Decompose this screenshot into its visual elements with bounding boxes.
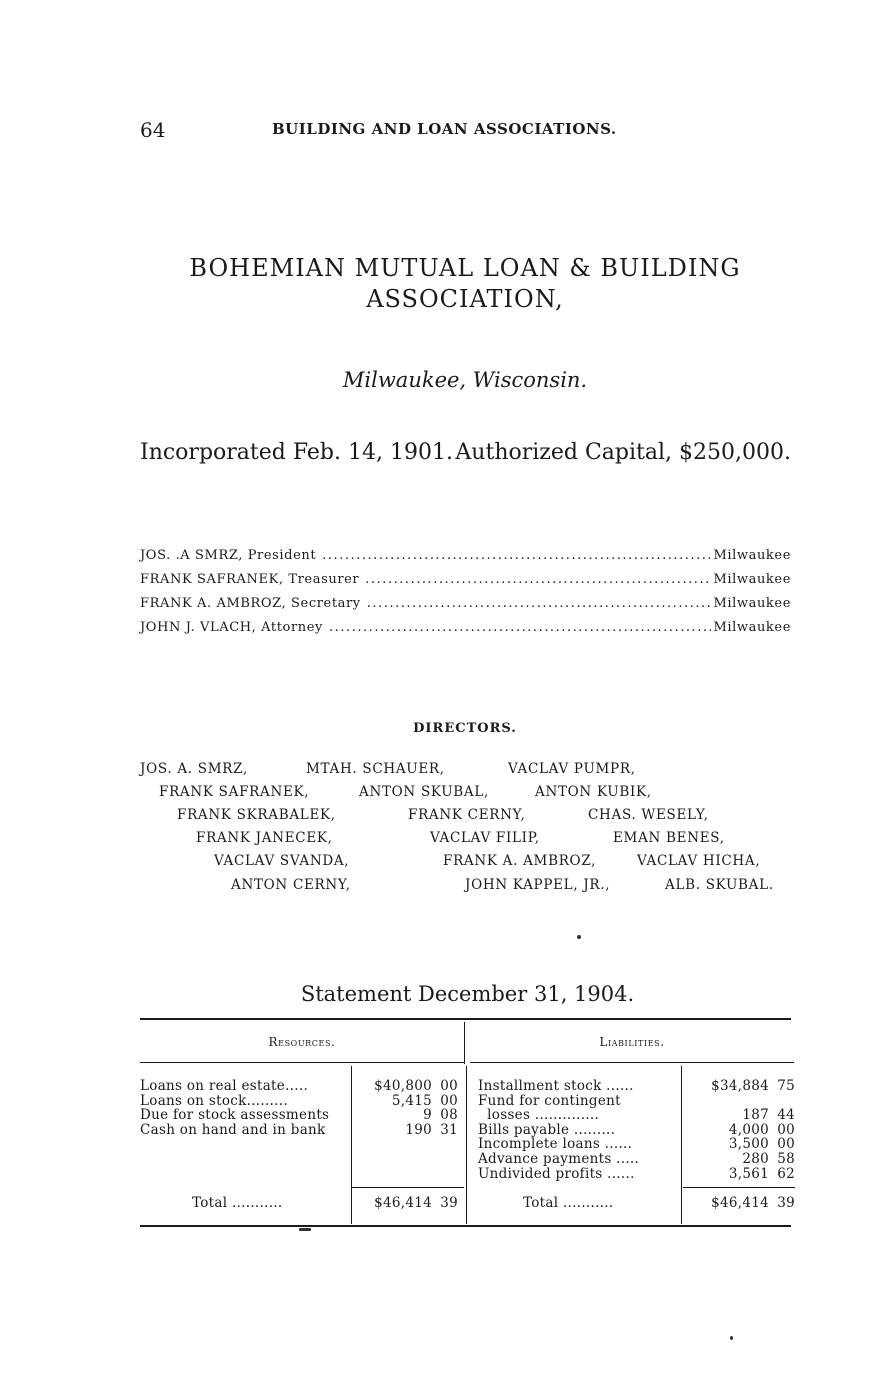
director-name: VACLAV FILIP, xyxy=(430,830,540,846)
resources-total-rule xyxy=(352,1187,464,1188)
association-name-line2: ASSOCIATION, xyxy=(366,285,564,313)
amount-dollars: 3,561 xyxy=(728,1165,769,1182)
director-name: FRANK SAFRANEK, xyxy=(159,784,310,800)
amount-cents: 00 xyxy=(440,1078,458,1094)
director-name: ANTON KUBIK, xyxy=(535,784,652,800)
officer-row xyxy=(140,572,791,596)
page-number: 64 xyxy=(140,118,166,142)
liabilities-total-label: Total ........... xyxy=(523,1195,614,1211)
liability-label: Advance payments ..... xyxy=(478,1151,640,1167)
liability-amount xyxy=(683,1079,795,1094)
liability-amount xyxy=(683,1167,795,1182)
liability-label: Undivided profits ...... xyxy=(478,1165,635,1182)
association-location: Milwaukee, Wisconsin. xyxy=(342,368,588,392)
resources-heading: Resources. xyxy=(268,1035,336,1049)
directors-heading: DIRECTORS. xyxy=(413,721,517,736)
amount-dollars: $40,800 xyxy=(374,1078,432,1094)
officer-city: Milwaukee xyxy=(713,548,791,563)
liabilities-header-rule xyxy=(470,1062,794,1063)
director-name: ANTON SKUBAL, xyxy=(359,784,489,800)
liability-label: Incomplete loans ...... xyxy=(478,1136,633,1153)
amount-cents: 75 xyxy=(777,1078,795,1094)
resource-label: Loans on stock......... xyxy=(140,1092,288,1109)
amount-dollars: 4,000 xyxy=(728,1121,769,1138)
director-name: JOHN KAPPEL, JR., xyxy=(465,877,611,893)
amount-cents: 62 xyxy=(777,1165,795,1182)
amount-dollars: 5,415 xyxy=(391,1092,432,1109)
liability-amount xyxy=(683,1123,795,1138)
leader-dots xyxy=(322,548,711,563)
officer-name: JOHN J. VLACH, Attorney xyxy=(140,620,323,635)
amount-dollars: 187 xyxy=(742,1107,769,1124)
resource-label: Due for stock assessments xyxy=(140,1107,330,1124)
authorized-capital: Authorized Capital, $250,000. xyxy=(455,440,791,465)
amount-cents: 00 xyxy=(777,1136,795,1153)
resource-label: Loans on real estate..... xyxy=(140,1078,309,1094)
table-bottom-rule xyxy=(140,1225,791,1227)
amount-cents: 08 xyxy=(440,1107,458,1124)
director-name: FRANK SKRABALEK, xyxy=(177,807,336,823)
officer-city: Milwaukee xyxy=(713,572,791,587)
liability-amount xyxy=(683,1108,795,1123)
resource-amount xyxy=(352,1108,458,1123)
liabilities-amount-divider xyxy=(681,1066,682,1224)
officer-city: Milwaukee xyxy=(713,620,791,635)
officer-row xyxy=(140,596,791,620)
director-name: VACLAV HICHA, xyxy=(637,853,761,869)
resource-amount xyxy=(352,1123,458,1138)
leader-dots xyxy=(365,572,711,587)
liability-label: Fund for contingent xyxy=(478,1092,621,1109)
liability-label: Installment stock ...... xyxy=(478,1078,634,1094)
amount-cents: 31 xyxy=(440,1121,458,1138)
amount-cents: 39 xyxy=(440,1195,458,1211)
leader-dots xyxy=(367,596,712,611)
amount-dollars: 9 xyxy=(423,1107,432,1124)
amount-dollars: $46,414 xyxy=(711,1195,769,1211)
scan-speck xyxy=(577,935,581,939)
director-name: VACLAV SVANDA, xyxy=(214,853,350,869)
amount-cents: 58 xyxy=(777,1151,795,1167)
resource-amount xyxy=(352,1094,458,1109)
officer-name: JOS. .A SMRZ, President xyxy=(140,548,317,563)
scan-speck xyxy=(730,1336,733,1340)
resource-label: Cash on hand and in bank xyxy=(140,1121,326,1138)
liability-amount xyxy=(683,1152,795,1167)
header-divider xyxy=(464,1022,465,1064)
incorporation-date: Incorporated Feb. 14, 1901. xyxy=(140,440,453,465)
liability-amount xyxy=(683,1137,795,1152)
amount-dollars: 280 xyxy=(742,1151,769,1167)
liability-label: Bills payable ......... xyxy=(478,1121,616,1138)
director-name: CHAS. WESELY, xyxy=(588,807,709,823)
officer-row xyxy=(140,620,791,644)
officers-list xyxy=(140,548,791,644)
director-name: FRANK A. AMBROZ, xyxy=(443,853,597,869)
amount-dollars: 3,500 xyxy=(728,1136,769,1153)
director-name: FRANK CERNY, xyxy=(408,807,526,823)
officer-name: FRANK A. AMBROZ, Secretary xyxy=(140,596,361,611)
scan-speck xyxy=(299,1228,311,1231)
amount-cents: 00 xyxy=(440,1092,458,1109)
amount-dollars: $46,414 xyxy=(374,1195,432,1211)
table-top-rule xyxy=(140,1018,791,1020)
amount-cents: 39 xyxy=(777,1195,795,1211)
running-title: BUILDING AND LOAN ASSOCIATIONS. xyxy=(272,120,617,138)
resource-amount xyxy=(352,1079,458,1094)
director-name: ANTON CERNY, xyxy=(231,877,351,893)
director-name: MTAH. SCHAUER, xyxy=(306,761,445,777)
director-name: VACLAV PUMPR, xyxy=(508,761,636,777)
resources-total-label: Total ........... xyxy=(192,1195,283,1211)
center-divider xyxy=(466,1066,467,1224)
liability-label: losses .............. xyxy=(478,1107,600,1124)
officer-name: FRANK SAFRANEK, Treasurer xyxy=(140,572,360,587)
resources-header-rule xyxy=(140,1062,464,1063)
amount-dollars: $34,884 xyxy=(711,1078,769,1094)
amount-cents: 00 xyxy=(777,1121,795,1138)
director-name: EMAN BENES, xyxy=(613,830,725,846)
liabilities-heading: Liabilities. xyxy=(599,1035,665,1049)
resources-total-amount xyxy=(352,1196,458,1211)
leader-dots xyxy=(329,620,711,635)
association-name-line1: BOHEMIAN MUTUAL LOAN & BUILDING xyxy=(189,254,741,282)
liabilities-total-rule xyxy=(683,1187,795,1188)
director-name: JOS. A. SMRZ, xyxy=(140,761,248,777)
director-name: FRANK JANECEK, xyxy=(196,830,333,846)
amount-dollars: 190 xyxy=(405,1121,432,1138)
statement-title: Statement December 31, 1904. xyxy=(300,982,635,1006)
officer-city: Milwaukee xyxy=(713,596,791,611)
officer-row xyxy=(140,548,791,572)
liabilities-total-amount xyxy=(683,1196,795,1211)
director-name: ALB. SKUBAL. xyxy=(665,877,774,893)
amount-cents: 44 xyxy=(777,1107,795,1124)
